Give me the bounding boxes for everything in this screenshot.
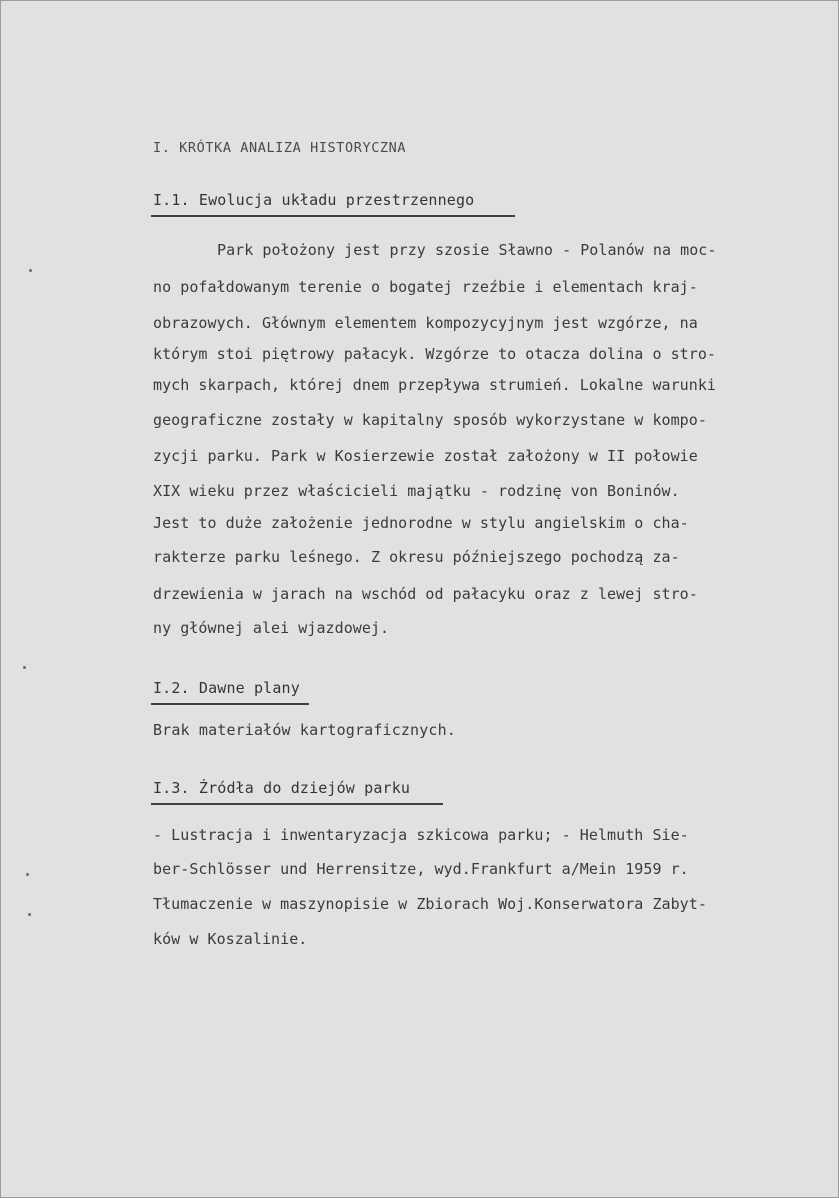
scan-speck xyxy=(26,873,29,876)
document-title: I. KRÓTKA ANALIZA HISTORYCZNA xyxy=(153,140,407,156)
body-line: geograficzne zostały w kapitalny sposób wykorzystane w kompo- xyxy=(153,411,707,429)
section-heading-1-2: I.2. Dawne plany xyxy=(153,679,300,697)
section-heading-1-1: I.1. Ewolucja układu przestrzennego xyxy=(153,191,475,209)
scan-speck xyxy=(28,913,31,916)
body-line: mych skarpach, której dnem przepływa strumień. Lokalne warunki xyxy=(153,376,717,394)
body-line: którym stoi piętrowy pałacyk. Wzgórze to otacza dolina o stro- xyxy=(153,345,717,363)
body-line: Tłumaczenie w maszynopisie w Zbiorach Woj.Konserwatora Zabyt- xyxy=(153,895,707,913)
scan-speck xyxy=(29,269,32,272)
body-line: obrazowych. Głównym elementem kompozycyjnym jest wzgórze, na xyxy=(153,314,698,332)
section-heading-1-3: I.3. Źródła do dziejów parku xyxy=(153,779,411,797)
body-line: XIX wieku przez właścicieli majątku - rodzinę von Boninów. xyxy=(153,482,680,500)
body-line: Park położony jest przy szosie Sławno - Polanów na moc- xyxy=(217,241,717,259)
body-line: zycji parku. Park w Kosierzewie został założony w II połowie xyxy=(153,447,698,465)
section-underline-1-2 xyxy=(151,703,309,705)
body-line: - Lustracja i inwentaryzacja szkicowa parku; - Helmuth Sie- xyxy=(153,826,689,844)
body-line: drzewienia w jarach na wschód od pałacyku oraz z lewej stro- xyxy=(153,585,698,603)
body-line: ber-Schlösser und Herrensitze, wyd.Frankfurt a/Mein 1959 r. xyxy=(153,860,689,878)
body-line: ny głównej alei wjazdowej. xyxy=(153,619,390,637)
section-body-1-2: Brak materiałów kartograficznych. xyxy=(153,721,456,739)
section-underline-1-1 xyxy=(151,215,515,217)
section-underline-1-3 xyxy=(151,803,443,805)
body-line: ków w Koszalinie. xyxy=(153,930,308,948)
body-line: Jest to duże założenie jednorodne w stylu angielskim o cha- xyxy=(153,514,689,532)
scan-speck xyxy=(23,666,26,669)
body-line: rakterze parku leśnego. Z okresu późniejszego pochodzą za- xyxy=(153,548,680,566)
body-line: no pofałdowanym terenie o bogatej rzeźbie i elementach kraj- xyxy=(153,278,698,296)
